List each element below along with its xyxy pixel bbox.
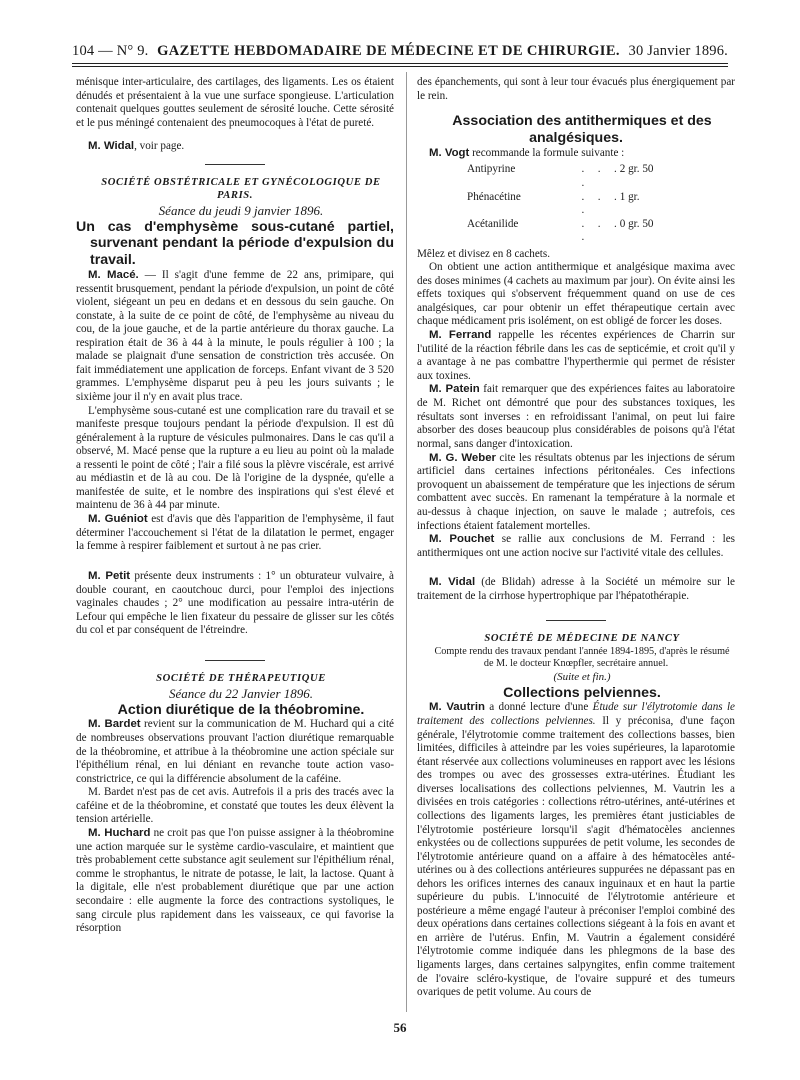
formula-row: Antipyrine . . . . 2 gr. 50: [467, 163, 654, 189]
right-column: [417, 76, 735, 1000]
society-heading: SOCIÉTÉ DE THÉRAPEUTIQUE: [156, 672, 326, 684]
widal-paragraph: M. Widal, voir page.: [88, 140, 185, 153]
header-rule-top: [72, 63, 728, 64]
pouchet-paragraph: M. Pouchet se rallie aux conclusions de M. Ferrand : les antithermiques ont une action nocive sur l'activité vitale des cellules.: [417, 533, 735, 559]
speaker-name: M. Vautrin: [429, 701, 485, 714]
header-rule-bottom: [72, 66, 728, 67]
speaker-name: M. Macé.: [88, 268, 139, 281]
society-heading: SOCIÉTÉ OBSTÉTRICALE ET GYNÉCOLOGIQUE DE PARIS.: [101, 177, 381, 201]
petit-paragraph: M. Petit présente deux instruments : 1° un obturateur vulvaire, à double courant, en caoutchouc durci, pour l'emploi des injections vaginales chaudes ; 2° une modification au pessaire intra-utérin de Lefour qui empêche le lien fixateur du pessaire de glisser sur les côtés du col et par conséquent de l'étreindre.: [76, 569, 394, 637]
vidal-paragraph: M. Vidal (de Blidah) adresse à la Société un mémoire sur le traitement de la cirrhose hypertrophique par l'hépatothérapie.: [417, 576, 735, 603]
prescription-formula: [467, 163, 735, 244]
speaker-name: M. Bardet: [88, 718, 141, 731]
vautrin-paragraph: M. Vautrin a donné lecture d'une Étude sur l'élytrotomie dans le traitement des collections pelviennes. Il y préconisa, d'une façon générale, l'élytrotomie comme traitement des collections basses, bien limitées, difficiles à atteindre par les voies supérieures, la laparotomie étant réservée aux collections volumineuses en rapport avec les lésions des trompes ou avec des grossesses extra-utérines. Étudiant les diverses localisations des collections pelviennes, M. Vautrin les a divisées en trois catégories : collections rétro-utérines, anté-utérines et collections des ligaments larges, les premières étant justiciables de l'élytrotomie postérieure lorsqu'il s'agit d'hématocèles anciennes enkystées ou de collections suppurées de petit volume, les secondes de l'élytrotomie antérieure quand on a affaire à des hématocèles anté-utérines ou à des collections antérieures suppurées ne dépassant pas en dehors les orifices internes des canaux inguinaux et en haut la partie supérieure du pubis. L'innocuité de l'élytrotomie antérieure et postérieure a même engagé l'auteur à préconiser l'emploi combiné des deux opérations dans certaines collections siégeant à la fois en avant et en arrière de l'utérus. Enfin, M. Vautrin a également considéré l'élytrotomie comme indiquée dans les phlegmons de la base des ligaments larges, dans certaines salpyngites, enfin comme traitement de l'ovaire scléro-kystique, de l'ovaire suppuré et des tumeurs ovariques de petit volume. Au cours de: [417, 701, 735, 999]
header-journal-title: GAZETTE HEBDOMADAIRE DE MÉDECINE ET DE CHIRURGIE.: [157, 43, 620, 59]
speaker-name: M. Ferrand: [429, 329, 492, 341]
huchard-paragraph: M. Huchard ne croit pas que l'on puisse assigner à la théobromine une action marquée sur le système cardio-vasculaire, et maintient que très probablement cette substance agit seulement sur l'épithélium rénal, comme le strophantus, le nitrate de potasse, le lait, la lactose. Quant à la digitale, elle n'est probablement diurétique que par une action secondaire : elle augmente la force des contractions systoliques, le sang circule plus rapidement dans les vaisseaux, ce qui favorise la résorption: [76, 826, 394, 935]
column-separator: [406, 72, 407, 1012]
article-title: Collections pelviennes.: [503, 684, 661, 701]
speaker-name: M. Pouchet: [429, 533, 495, 546]
report-subtitle: Compte rendu des travaux pendant l'année 1894-1895, d'après le résumé de M. le docteur Knœpfler, secrétaire annuel.: [434, 645, 730, 670]
vogt-paragraph-2: On obtient une action antithermique et analgésique maxima avec des doses minimes (4 cachets au maximum par jour). On évite ainsi les effets toxiques qui s'observent fréquemment quand on use de ces analgésiques, car pour obtenir un effet thérapeutique certain avec chaque médicament pris isolément, on est obligé de forcer les doses.: [417, 261, 735, 328]
running-header: [72, 36, 728, 60]
left-column: [76, 76, 394, 936]
mace-paragraph: M. Macé. — Il s'agit d'une femme de 22 ans, primipare, qui ressentit brusquement, pendant la période d'expulsion, un point de côté violent, siégeant un peu en dedans et en dessous du sein gauche. On constate, à la suite de ce point de côté, de l'emphysème au niveau du cou, de la joue gauche, et de la partie antérieure du thorax gauche. La respiration était de 36 à 44 à la minute, le pouls régulier à 100 ; la malade se plaignait d'une sensation de constriction très accusée. On fait immédiatement une application de forceps. Enfant vivant de 3 520 grammes. L'emphysème disparut peu à peu les jours suivants ; le sixième jour il n'y en avait plus trace.: [76, 268, 394, 403]
gueniot-paragraph: M. Guéniot est d'avis que dès l'apparition de l'emphysème, il faut déterminer l'accouchement si l'état de la dilatation le permet, engager la femme à respirer faiblement et surtout à ne pas crier.: [76, 512, 394, 553]
page-number: 56: [393, 1020, 407, 1035]
bardet-paragraph-2: M. Bardet n'est pas de cet avis. Autrefois il a pris des tracés avec la caféine et de la théobromine, et constaté que toutes les deux élèvent la tension artérielle.: [76, 786, 394, 826]
bardet-paragraph: M. Bardet revient sur la communication de M. Huchard qui a cité de nombreuses observations prouvant l'action diurétique remarquable de la théobromine, et attribue à la théobromine une action spéciale sur l'épithélium rénal, en lui déniant en revanche toute action vaso-constrictrice, ce qui la différencie absolument de la caféine.: [76, 718, 394, 785]
speaker-name: M. Guéniot: [88, 512, 148, 525]
header-issue: 104 — N° 9.: [72, 43, 149, 59]
speaker-name: M. Huchard: [88, 826, 151, 839]
session-date: Séance du 22 Janvier 1896.: [168, 685, 314, 701]
article-title: Un cas d'emphysème sous-cutané partiel, survenant pendant la période d'expulsion du travail.: [76, 218, 394, 269]
article-title: Action diurétique de la théobromine.: [117, 701, 365, 718]
speaker-name: M. Patein: [429, 383, 480, 396]
section-divider: [205, 660, 265, 661]
article-title: Association des antithermiques et des analgésiques.: [452, 113, 712, 146]
speaker-name: M. Widal: [88, 140, 135, 153]
patein-paragraph: M. Patein fait remarquer que des expériences faites au laboratoire de M. Richet ont démontré que pour des substances toxiques, les résultats sont inverses : en refroidissant l'animal, on peut lui faire absorber des doses beaucoup plus considérables de poisons qu'à l'état normal, sans danger d'intoxication.: [417, 383, 735, 450]
header-date: 30 Janvier 1896.: [628, 43, 728, 59]
continuation-note: (Suite et fin.): [553, 671, 611, 684]
section-divider: [205, 164, 265, 165]
weber-paragraph: M. G. Weber cite les résultats obtenus par les injections de sérum artificiel dans certaines infections péritonéales. Ces infections provoquent un abaissement de température que les injections de sérum combattent avec succès. En ramenant la température à la normale et au-dessus à chaque injection, on sauve le malade ; autrefois, ces infections étaient fatalement mortelles.: [417, 451, 735, 532]
session-date: Séance du jeudi 9 janvier 1896.: [158, 202, 324, 218]
formula-note: Mêlez et divisez en 8 cachets.: [417, 247, 551, 260]
vogt-paragraph: M. Vogt recommande la formule suivante :: [429, 146, 625, 159]
formula-row: Phénacétine . . . . 1 gr.: [467, 190, 640, 217]
continued-paragraph: des épanchements, qui sont à leur tour évacués plus énergiquement par le rein.: [417, 76, 735, 102]
speaker-name: M. Petit: [88, 569, 131, 582]
speaker-name: M. G. Weber: [429, 451, 496, 464]
section-divider: [546, 620, 606, 621]
mace-paragraph-2: L'emphysème sous-cutané est une complication rare du travail et se manifeste presque toujours pendant la période d'expulsion. Il est dû généralement à la rupture de vésicules pulmonaires. Dans le cas qu'il a observé, M. Macé pense que la rupture a eu lieu au point où la malade a ressenti le point de côté ; l'air a filé sous la plèvre viscérale, est arrivé au médiastin et de là au cou. De là l'origine de la dyspnée, qu'elle a manifestée de suite, et le nombre des inspirations qui s'est élevé et maintenu de 36 à 44 par minute.: [76, 404, 394, 512]
ferrand-paragraph: M. Ferrand rappelle les récentes expériences de Charrin sur l'utilité de la réaction fébrile dans les cas de septicémie, et croit qu'il y a avantage à ne pas combattre l'hyperthermie qui permet de résister aux toxines.: [417, 329, 735, 382]
cited-work-title: Étude sur l'élytrotomie dans le traitement des collections pelviennes.: [417, 701, 735, 728]
formula-row: Acétanilide . . . . 0 gr. 50: [467, 217, 654, 244]
intro-paragraph: ménisque inter-articulaire, des cartilages, des ligaments. Les os étaient dénudés et présentaient à la vue une surface spongieuse. L'articulation contenait quelques gouttes seulement de sérosité louche. Cette sérosité et le pus méningé contenaient des pneumocoques à l'état de pureté.: [76, 76, 394, 129]
society-heading: SOCIÉTÉ DE MÉDECINE DE NANCY: [484, 632, 680, 644]
speaker-name: M. Vidal: [429, 576, 476, 589]
speaker-name: M. Vogt: [429, 146, 470, 159]
